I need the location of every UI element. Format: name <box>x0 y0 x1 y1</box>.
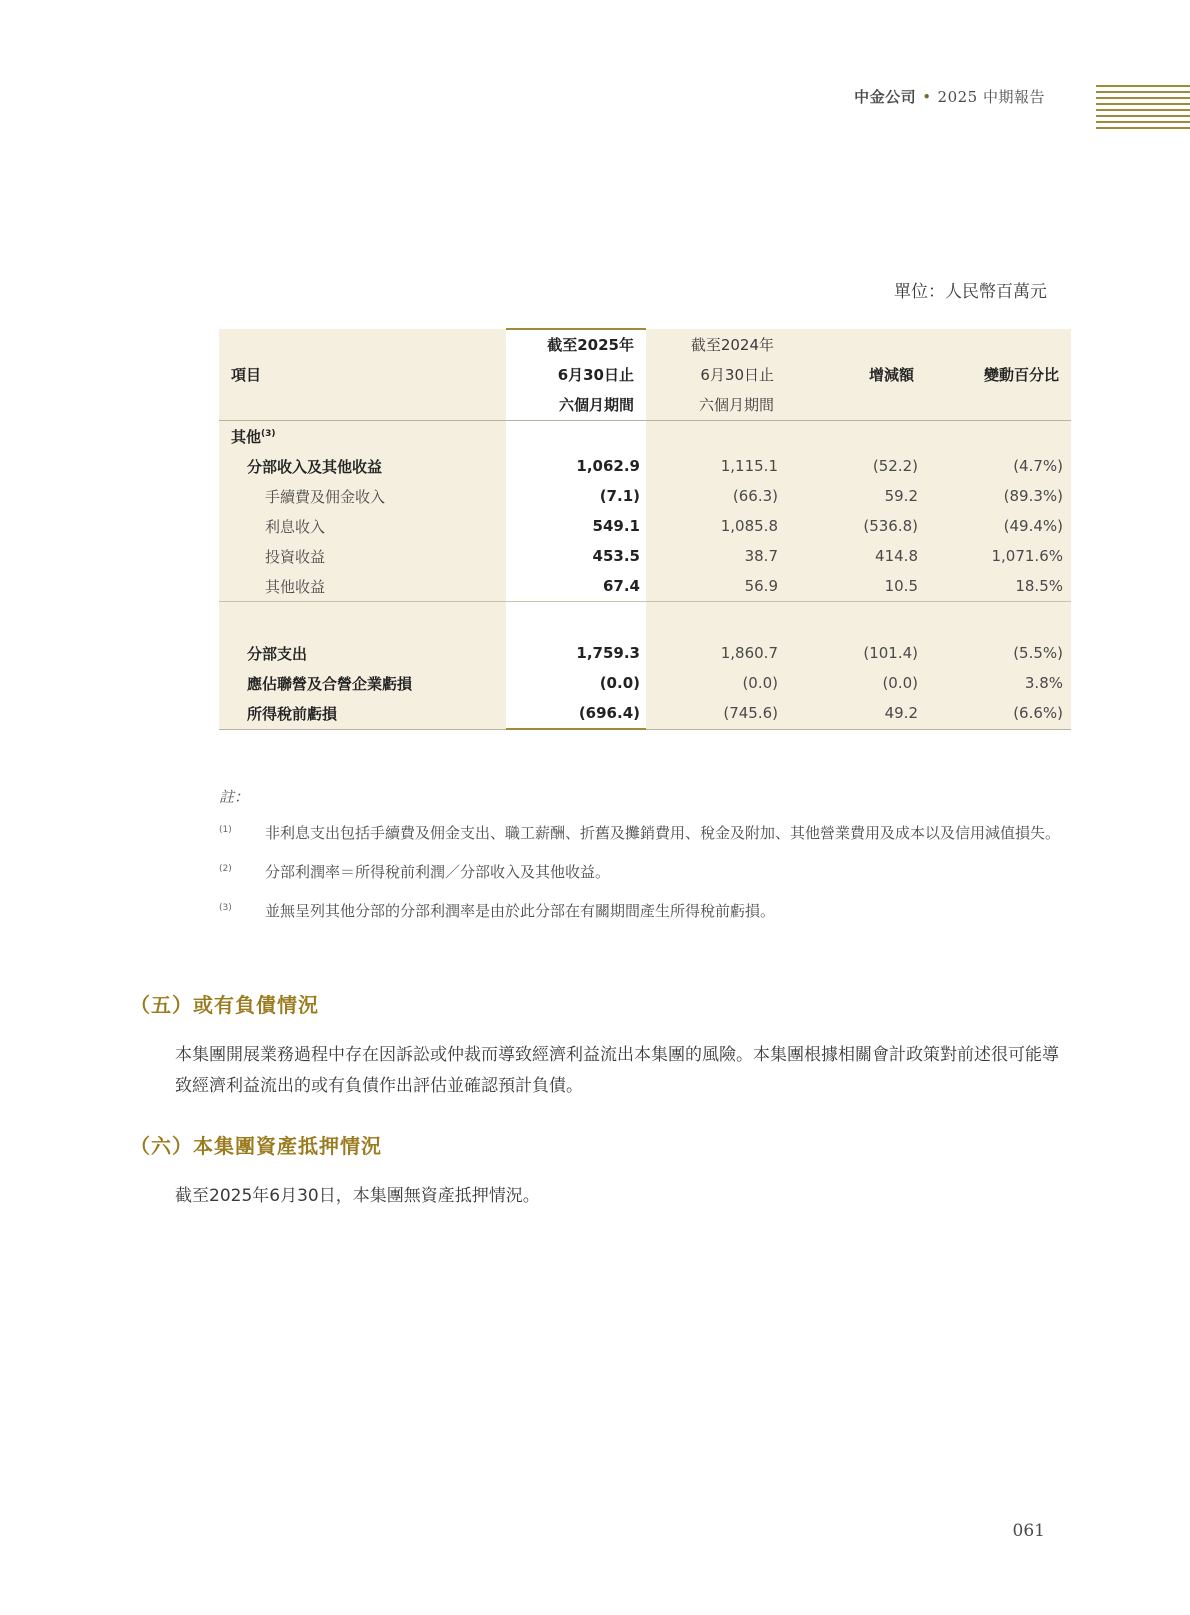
header-current-period: 截至2025年 6月30日止 六個月期間 <box>506 329 646 421</box>
table-header-row <box>219 329 1071 421</box>
decorative-stripes <box>1096 85 1190 133</box>
cell-percent: (5.5%) <box>926 638 1071 668</box>
note-item <box>219 821 1071 846</box>
row-label: 所得稅前虧損 <box>219 698 506 729</box>
cell-change: 414.8 <box>786 541 926 571</box>
group-label: 其他$^{(3)}$ <box>219 421 506 452</box>
table-row <box>219 698 1071 729</box>
cell-current: (0.0) <box>506 668 646 698</box>
table-row <box>219 571 1071 602</box>
cell-prior: (0.0) <box>646 668 786 698</box>
cell-percent: (89.3%) <box>926 481 1071 511</box>
cell-prior: (745.6) <box>646 698 786 729</box>
row-label: 手續費及佣金收入 <box>219 481 506 511</box>
note-text: 非利息支出包括手續費及佣金支出、職工薪酬、折舊及攤銷費用、稅金及附加、其他營業費用及成本以及信用減值損失。 <box>265 824 1061 842</box>
table-row <box>219 541 1071 571</box>
row-label: 利息收入 <box>219 511 506 541</box>
unit-label: 單位：人民幣百萬元 <box>894 282 1047 302</box>
cell-prior: 1,085.8 <box>646 511 786 541</box>
table-row <box>219 638 1071 668</box>
cell-percent: 18.5% <box>926 571 1071 602</box>
note-number: (2) <box>219 864 232 874</box>
section-heading: （六）本集團資產抵押情況 <box>130 1134 382 1158</box>
cell-change: (101.4) <box>786 638 926 668</box>
section-asset-pledge <box>130 1130 1070 1212</box>
table-row-group <box>219 421 1071 452</box>
header-change: 增減額 <box>786 329 926 421</box>
row-label: 投資收益 <box>219 541 506 571</box>
section-contingent-liabilities <box>130 989 1070 1102</box>
report-header <box>854 86 1045 107</box>
cell-prior: 38.7 <box>646 541 786 571</box>
separator-dot: • <box>922 88 932 106</box>
cell-current: (696.4) <box>506 698 646 729</box>
table-row <box>219 511 1071 541</box>
section-heading: （五）或有負債情況 <box>130 993 319 1017</box>
note-text: 並無呈列其他分部的分部利潤率是由於此分部在有關期間產生所得稅前虧損。 <box>265 902 776 920</box>
cell-change: 10.5 <box>786 571 926 602</box>
cell-percent: 3.8% <box>926 668 1071 698</box>
note-text: 分部利潤率＝所得稅前利潤／分部收入及其他收益。 <box>265 863 611 881</box>
cell-current: 453.5 <box>506 541 646 571</box>
note-item <box>219 899 1071 924</box>
segment-table <box>219 328 1071 730</box>
cell-percent: (4.7%) <box>926 451 1071 481</box>
cell-change: (536.8) <box>786 511 926 541</box>
cell-percent: (6.6%) <box>926 698 1071 729</box>
cell-change: 49.2 <box>786 698 926 729</box>
note-number: (3) <box>219 903 232 913</box>
header-percent-change: 變動百分比 <box>926 329 1071 421</box>
cell-percent: (49.4%) <box>926 511 1071 541</box>
header-item: 項目 <box>219 329 506 421</box>
table-row <box>219 481 1071 511</box>
page-number: 061 <box>1012 1521 1045 1541</box>
notes-block <box>219 786 1071 938</box>
cell-current: 1,062.9 <box>506 451 646 481</box>
cell-change: (52.2) <box>786 451 926 481</box>
cell-current: 1,759.3 <box>506 638 646 668</box>
report-title: 2025 中期報告 <box>937 88 1045 106</box>
note-number: (1) <box>219 825 232 835</box>
brand-name: 中金公司 <box>854 88 917 106</box>
row-label: 應佔聯營及合營企業虧損 <box>219 668 506 698</box>
cell-change: 59.2 <box>786 481 926 511</box>
section-body: 截至2025年6月30日，本集團無資產抵押情況。 <box>175 1186 540 1206</box>
cell-percent: 1,071.6% <box>926 541 1071 571</box>
cell-change: (0.0) <box>786 668 926 698</box>
cell-current: 67.4 <box>506 571 646 602</box>
table-spacer-row <box>219 602 1071 639</box>
cell-prior: 1,115.1 <box>646 451 786 481</box>
cell-prior: 1,860.7 <box>646 638 786 668</box>
cell-current: 549.1 <box>506 511 646 541</box>
header-prior-period: 截至2024年 6月30日止 六個月期間 <box>646 329 786 421</box>
cell-prior: (66.3) <box>646 481 786 511</box>
row-label: 分部支出 <box>219 638 506 668</box>
section-body: 本集團開展業務過程中存在因訴訟或仲裁而導致經濟利益流出本集團的風險。本集團根據相關會計政策對前述很可能導致經濟利益流出的或有負債作出評估並確認預計負債。 <box>175 1045 1059 1096</box>
table-row <box>219 668 1071 698</box>
table-row <box>219 451 1071 481</box>
notes-title: 註： <box>219 788 250 806</box>
row-label: 分部收入及其他收益 <box>219 451 506 481</box>
row-label: 其他收益 <box>219 571 506 602</box>
cell-prior: 56.9 <box>646 571 786 602</box>
note-item <box>219 860 1071 885</box>
cell-current: (7.1) <box>506 481 646 511</box>
